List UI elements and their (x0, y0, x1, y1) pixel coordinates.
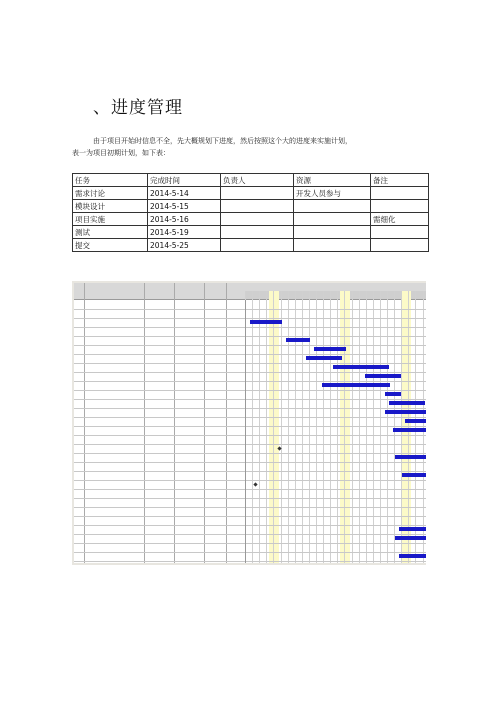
table-cell (294, 213, 371, 226)
table-cell (371, 187, 429, 200)
table-cell: 项目实施 (73, 213, 148, 226)
table-cell: 需细化 (371, 213, 429, 226)
table-cell: 提交 (73, 239, 148, 252)
paragraph-line-1: 由于项目开始时信息不全，先大概规划下进度，然后按照这个大的进度来实施计划， (93, 137, 352, 145)
gantt-bar (286, 338, 310, 342)
table-cell (221, 213, 294, 226)
table-cell (371, 239, 429, 252)
table-cell (221, 187, 294, 200)
table-cell: 测试 (73, 226, 148, 239)
gantt-bar (333, 365, 389, 369)
gantt-bar (365, 374, 401, 378)
intro-paragraph (72, 135, 453, 159)
table-cell: 2014-5-14 (148, 187, 221, 200)
gantt-bar (399, 527, 426, 531)
schedule-table (72, 173, 429, 252)
table-cell (371, 226, 429, 239)
table-cell: 开发人员参与 (294, 187, 371, 200)
gantt-bar (402, 473, 426, 477)
table-cell (294, 239, 371, 252)
table-cell (221, 226, 294, 239)
gantt-bar (385, 392, 401, 396)
gantt-task-columns (74, 300, 246, 563)
gantt-bar (314, 347, 346, 351)
table-cell (294, 226, 371, 239)
table-row (73, 213, 429, 226)
table-row (73, 200, 429, 213)
gantt-bar (389, 401, 425, 405)
table-header-row (73, 174, 429, 187)
table-row (73, 187, 429, 200)
gantt-bar (399, 554, 426, 558)
gantt-canvas (74, 283, 426, 563)
gantt-bar (322, 383, 390, 387)
header-cell: 完成时间 (148, 174, 221, 187)
header-cell: 资源 (294, 174, 371, 187)
table-cell (221, 200, 294, 213)
paragraph-line-2: 表一为项目初期计划，如下表： (72, 149, 170, 157)
table-cell (294, 200, 371, 213)
header-cell: 备注 (371, 174, 429, 187)
table-cell: 2014-5-19 (148, 226, 221, 239)
table-row (73, 226, 429, 239)
table-cell (371, 200, 429, 213)
gantt-bar (250, 320, 282, 324)
gantt-chart-image (72, 281, 426, 565)
gantt-bar (395, 536, 426, 540)
gantt-bar (395, 455, 426, 459)
table-cell: 2014-5-16 (148, 213, 221, 226)
table-cell: 2014-5-15 (148, 200, 221, 213)
gantt-bar (385, 410, 426, 414)
table-cell (221, 239, 294, 252)
table-cell: 需求讨论 (73, 187, 148, 200)
section-heading: 、进度管理 (93, 98, 183, 118)
table-cell: 2014-5-25 (148, 239, 221, 252)
header-cell: 负责人 (221, 174, 294, 187)
table-cell: 模块设计 (73, 200, 148, 213)
gantt-bar (393, 428, 426, 432)
table-row (73, 239, 429, 252)
gantt-bar (405, 419, 426, 423)
header-cell: 任务 (73, 174, 148, 187)
gantt-bar (306, 356, 342, 360)
